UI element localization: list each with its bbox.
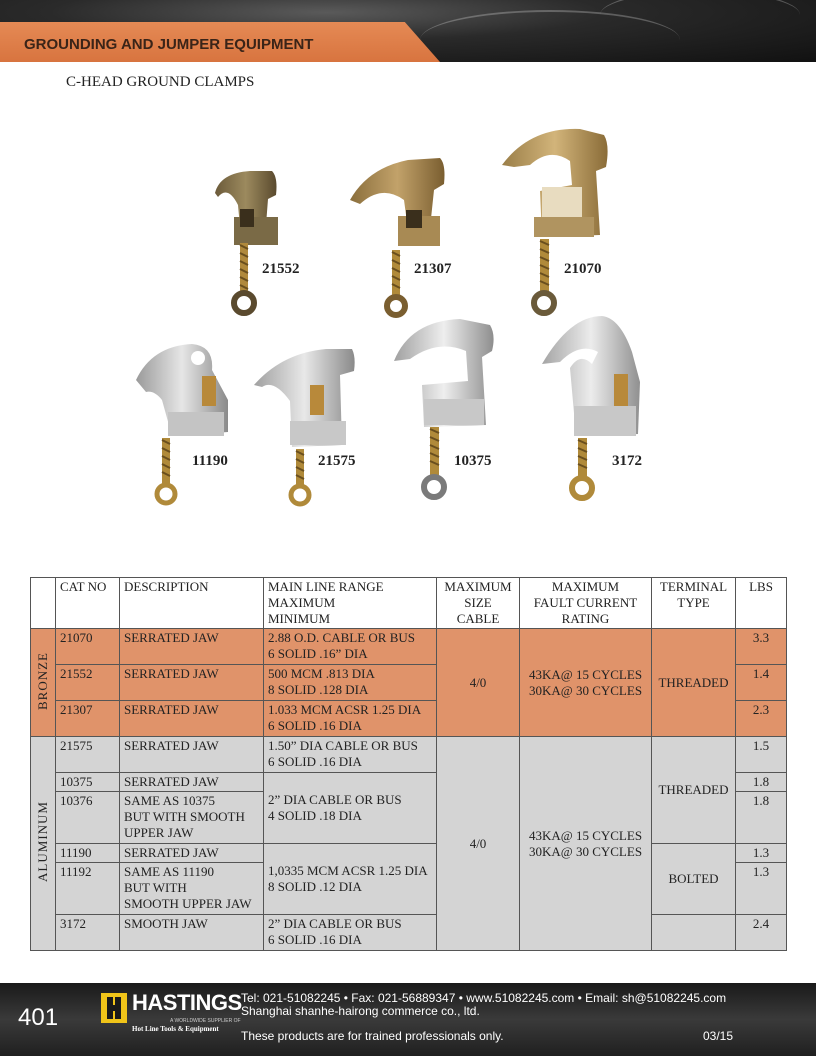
logo-tagline-2: Hot Line Tools & Equipment <box>132 1025 219 1033</box>
cell-cat: 21575 <box>56 737 120 773</box>
contact-info <box>241 992 726 1018</box>
product-21307 <box>348 154 468 320</box>
cell-lbs: 2.3 <box>736 701 787 737</box>
cell-cat: 21552 <box>56 665 120 701</box>
header-main-line: MAIN LINE RANGE MAXIMUM MINIMUM <box>264 578 437 629</box>
header-lbs: LBS <box>736 578 787 629</box>
cell-range: 1.50” DIA CABLE OR BUS 6 SOLID .16 DIA <box>264 737 437 773</box>
header-terminal-type: TERMINAL TYPE <box>652 578 736 629</box>
product-21575 <box>252 345 372 510</box>
cell-lbs: 2.4 <box>736 915 787 951</box>
cell-fault: 43KA@ 15 CYCLES 30KA@ 30 CYCLES <box>520 629 652 737</box>
page-number: 401 <box>18 1004 59 1031</box>
cell-desc: SERRATED JAW <box>120 737 264 773</box>
product-3172 <box>540 312 650 507</box>
clamp-10375-image <box>390 315 500 505</box>
cell-max-size: 4/0 <box>437 737 520 951</box>
product-label: 10375 <box>454 453 492 469</box>
group-label-aluminum: ALUMINUM <box>31 737 56 951</box>
cell-desc: SAME AS 11190 BUT WITH SMOOTH UPPER JAW <box>120 863 264 915</box>
cell-lbs: 1.3 <box>736 863 787 915</box>
cell-terminal: THREADED <box>652 629 736 737</box>
product-10375 <box>390 315 500 505</box>
cell-desc: SERRATED JAW <box>120 701 264 737</box>
cell-cat: 10375 <box>56 773 120 792</box>
cell-cat: 11190 <box>56 844 120 863</box>
cell-desc: SERRATED JAW <box>120 773 264 792</box>
cell-terminal: BOLTED <box>652 844 736 915</box>
header-max-size: MAXIMUM SIZE CABLE <box>437 578 520 629</box>
product-label: 21307 <box>414 261 452 277</box>
hastings-logo-icon <box>101 993 127 1023</box>
table-row <box>31 629 787 665</box>
product-21070 <box>500 125 620 320</box>
clamp-11190-image <box>132 340 242 510</box>
cell-cat: 3172 <box>56 915 120 951</box>
company-name: Shanghai shanhe-hairong commerce co., ltd. <box>241 1004 480 1018</box>
cell-desc: SAME AS 10375 BUT WITH SMOOTH UPPER JAW <box>120 792 264 844</box>
clamp-21307-image <box>348 154 468 320</box>
cell-desc: SERRATED JAW <box>120 844 264 863</box>
cell-fault: 43KA@ 15 CYCLES 30KA@ 30 CYCLES <box>520 737 652 951</box>
cell-lbs: 3.3 <box>736 629 787 665</box>
table-row <box>31 915 787 951</box>
product-label: 21070 <box>564 261 602 277</box>
cell-range: 1,0335 MCM ACSR 1.25 DIA 8 SOLID .12 DIA <box>264 844 437 915</box>
date-code: 03/15 <box>703 1029 734 1043</box>
product-label: 3172 <box>612 453 642 469</box>
product-11190 <box>132 340 242 510</box>
clamp-21070-image <box>500 125 620 320</box>
clamp-21552-image <box>210 165 310 320</box>
group-label-bronze: BRONZE <box>31 629 56 737</box>
disclaimer: These products are for trained professionals only. <box>241 1029 504 1043</box>
product-label: 11190 <box>192 453 228 469</box>
cell-lbs: 1.4 <box>736 665 787 701</box>
cell-max-size: 4/0 <box>437 629 520 737</box>
product-label: 21575 <box>318 453 356 469</box>
cell-desc: SERRATED JAW <box>120 629 264 665</box>
section-subtitle: C-HEAD GROUND CLAMPS <box>66 74 255 90</box>
logo-tagline: A WORLDWIDE SUPPLIER OF <box>170 1018 241 1024</box>
cell-range: 2” DIA CABLE OR BUS 4 SOLID .18 DIA <box>264 773 437 844</box>
cell-range: 500 MCM .813 DIA 8 SOLID .128 DIA <box>264 665 437 701</box>
cell-desc: SMOOTH JAW <box>120 915 264 951</box>
table-row <box>31 737 787 773</box>
cell-terminal-empty <box>652 915 736 951</box>
header-description: DESCRIPTION <box>120 578 264 629</box>
cell-cat: 10376 <box>56 792 120 844</box>
cell-lbs: 1.5 <box>736 737 787 773</box>
table-row <box>31 844 787 863</box>
cell-cat: 21307 <box>56 701 120 737</box>
table-header-row <box>31 578 787 629</box>
cell-lbs: 1.3 <box>736 844 787 863</box>
clamp-3172-image <box>540 312 650 507</box>
header-group <box>31 578 56 629</box>
cell-cat: 21070 <box>56 629 120 665</box>
page-title: GROUNDING AND JUMPER EQUIPMENT <box>24 36 314 53</box>
cell-desc: SERRATED JAW <box>120 665 264 701</box>
cell-range: 2” DIA CABLE OR BUS 6 SOLID .16 DIA <box>264 915 437 951</box>
cell-lbs: 1.8 <box>736 792 787 844</box>
cell-range: 1.033 MCM ACSR 1.25 DIA 6 SOLID .16 DIA <box>264 701 437 737</box>
cell-lbs: 1.8 <box>736 773 787 792</box>
cell-cat: 11192 <box>56 863 120 915</box>
cell-range: 2.88 O.D. CABLE OR BUS 6 SOLID .16” DIA <box>264 629 437 665</box>
product-21552 <box>210 165 310 320</box>
hastings-logo: HASTINGS <box>132 990 242 1015</box>
contact-line: Tel: 021-51082245 • Fax: 021-56889347 • www.51082245.com • Email: sh@51082245.com <box>241 991 727 1005</box>
spec-table <box>30 577 787 951</box>
cell-terminal: THREADED <box>652 737 736 844</box>
product-label: 21552 <box>262 261 300 277</box>
clamp-21575-image <box>252 345 372 510</box>
header-cat-no: CAT NO <box>56 578 120 629</box>
header-fault-current: MAXIMUM FAULT CURRENT RATING <box>520 578 652 629</box>
